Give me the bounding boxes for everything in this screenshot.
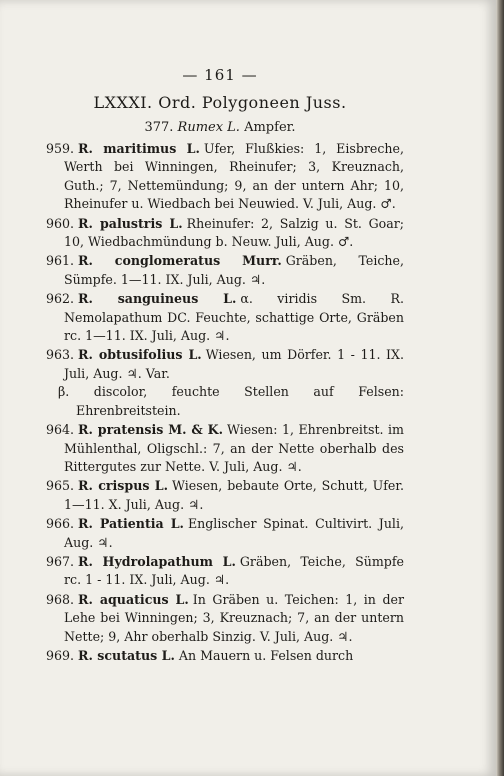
genus-number: 377. — [144, 120, 174, 135]
genus-heading — [0, 120, 440, 135]
entry-number: 966. — [46, 516, 75, 532]
species-entry — [46, 346, 404, 420]
entry-text: α. viridis Sm. R. Nemolapathum DC. Feuchte, schattige Orte, Gräben rc. 1—11. IX. Juli, Aug. ♃. — [64, 291, 404, 344]
entry-text: Ufer, Flußkies: 1, Eisbreche, Werth bei Winningen, Rheinufer; 3, Kreuznach, Guth.; 7, Nettemündung; 9, an der untern Ahr; 10, Rheinufer u. Wiedbach bei Neuwied. V. Juli, Aug. ♂. — [64, 141, 405, 212]
species-name: R. obtusifolius L. — [78, 347, 202, 363]
section-heading: LXXXI. Ord. Polygoneen Juss. — [93, 93, 347, 112]
page-edge — [496, 0, 504, 776]
species-name: R. sanguineus L. — [78, 291, 237, 307]
genus-common-name: Ampfer. — [244, 120, 296, 135]
species-entry — [46, 215, 404, 252]
genus-name: Rumex L. — [177, 120, 240, 135]
entry-number: 965. — [46, 478, 75, 494]
variety-text: β. discolor, feuchte Stellen auf Felsen: Ehrenbreitstein. — [58, 384, 404, 418]
page-number: — 161 — — [182, 66, 258, 84]
species-name: R. conglomeratus Murr. — [78, 253, 282, 269]
entry-text: Englischer Spinat. Cultivirt. Juli, Aug. ♃. — [64, 516, 404, 550]
species-name: R. pratensis M. & K. — [78, 422, 223, 438]
entry-text: An Mauern u. Felsen durch — [178, 647, 354, 663]
entry-number: 967. — [46, 553, 75, 569]
species-entry — [46, 290, 404, 345]
species-name: R. Patientia L. — [78, 516, 184, 532]
entry-number: 969. — [46, 647, 75, 663]
species-entry — [46, 477, 404, 514]
entry-number: 962. — [46, 291, 75, 307]
entry-text: Gräben, Teiche, Sümpfe. 1—11. IX. Juli, Aug. ♃. — [64, 253, 404, 287]
entry-number: 964. — [46, 422, 75, 438]
entry-text: Gräben, Teiche, Sümpfe rc. 1 - 11. IX. Juli, Aug. ♃. — [64, 553, 404, 588]
entry-number: 961. — [46, 253, 75, 269]
entry-number: 960. — [46, 215, 75, 231]
entry-number: 959. — [46, 141, 75, 156]
entry-text: Wiesen, bebaute Orte, Schutt, Ufer. 1—11. X. Juli, Aug. ♃. — [64, 478, 405, 512]
species-name: R. aquaticus L. — [78, 591, 189, 607]
species-name: R. scutatus L. — [78, 647, 175, 663]
species-entry — [46, 591, 404, 646]
entry-text: In Gräben u. Teichen: 1, in der Lehe bei Winningen; 3, Kreuznach; 7, an der untern Nette; 9, Ahr oberhalb Sinzig. V. Juli, Aug. ♃. — [64, 591, 404, 644]
entry-text: Wiesen, um Dörfer. 1 - 11. IX. Juli, Aug. ♃. Var. — [64, 347, 405, 381]
entry-text: Wiesen: 1, Ehrenbreitst. im Mühlenthal, Oligschl.: 7, an der Nette oberhalb des Rittergutes zur Nette. V. Juli, Aug. ♃. — [64, 422, 404, 474]
species-entry — [46, 421, 404, 476]
entry-number: 963. — [46, 347, 75, 363]
species-entry — [46, 515, 404, 552]
species-name: R. crispus L. — [78, 478, 169, 494]
species-name: R. maritimus L. — [78, 141, 200, 156]
entry-text: Rheinufer: 2, Salzig u. St. Goar; 10, Wiedbachmündung b. Neuw. Juli, Aug. ♂. — [64, 215, 405, 250]
species-name: R. Hydrolapathum L. — [78, 553, 236, 569]
species-entry — [46, 252, 404, 289]
species-entry — [46, 553, 404, 590]
entry-number: 968. — [46, 591, 75, 607]
species-entry — [46, 140, 404, 214]
species-entry — [46, 647, 404, 665]
species-list — [46, 140, 404, 666]
species-name: R. palustris L. — [78, 215, 183, 231]
